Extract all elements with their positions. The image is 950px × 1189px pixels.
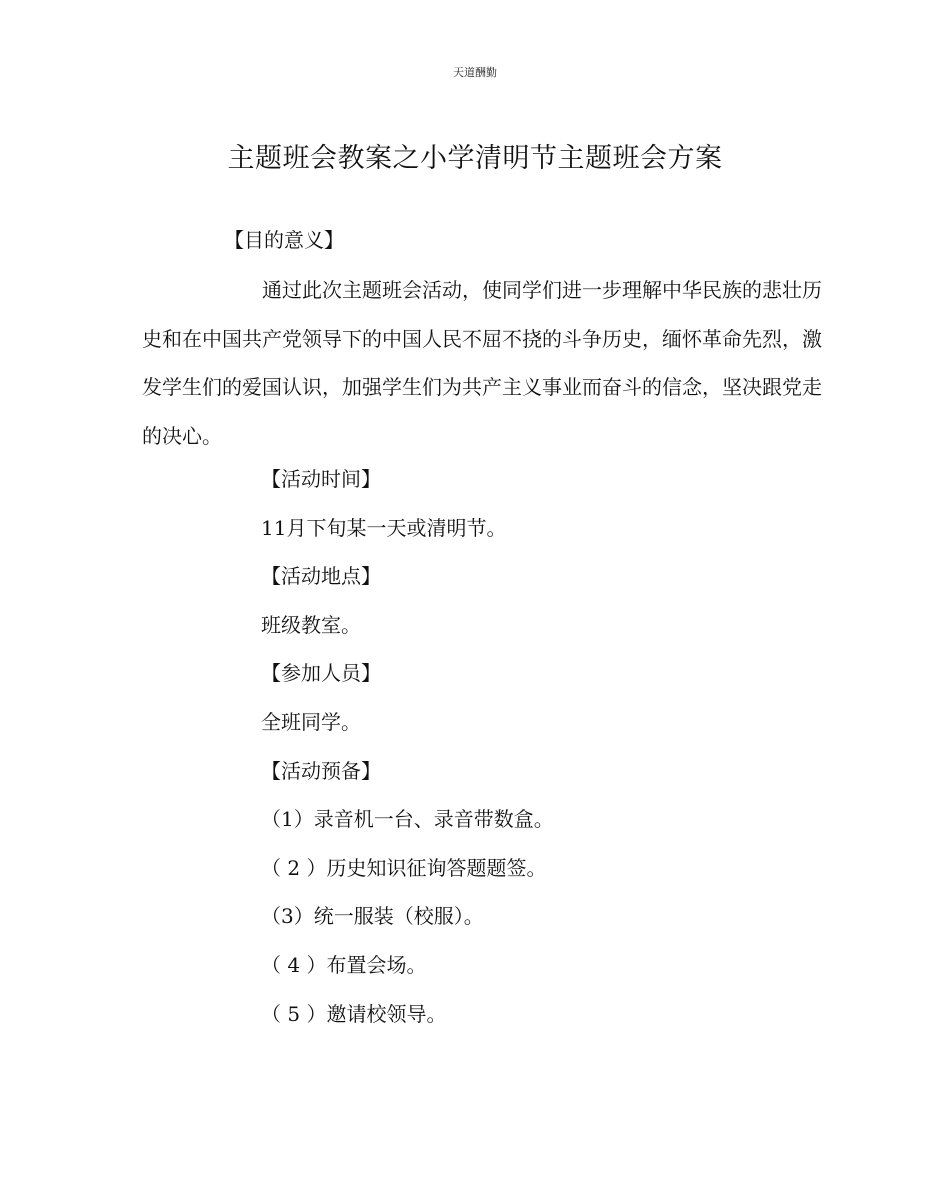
activity-details [261,465,554,1048]
preparation-item: （ 2 ）历史知识征询答题题签。 [261,855,547,880]
section-heading-time: 【活动时间】 [261,467,381,491]
participants-text: 全班同学。 [261,709,361,734]
section-heading-participants: 【参加人员】 [261,661,381,686]
time-text: 11月下旬某一天或清明节。 [261,515,507,540]
page-header: 天道酬勤 [453,66,497,79]
section-heading-place: 【活动地点】 [261,564,381,589]
section-heading-purpose: 【目的意义】 [224,228,344,252]
place-text: 班级教室。 [261,612,361,637]
section-heading-preparation: 【活动预备】 [261,758,381,783]
page-title: 主题班会教案之小学清明节主题班会方案 [227,143,723,174]
preparation-item: （ 5 ）邀请校领导。 [261,1001,447,1026]
purpose-paragraph [142,266,822,460]
preparation-item: （3）统一服装（校服）。 [261,904,484,929]
purpose-text: 通过此次主题班会活动，使同学们进一步理解中华民族的悲壮历史和在中国共产党领导下的中国人民不屈不挠的斗争历史，缅怀革命先烈，激发学生们的爱国认识，加强学生们为共产主义事业而奋斗的信念，坚决跟党走的决心。 [142,278,822,448]
preparation-item: （1）录音机一台、录音带数盒。 [261,807,554,832]
preparation-item: （ 4 ）布置会场。 [261,952,427,977]
